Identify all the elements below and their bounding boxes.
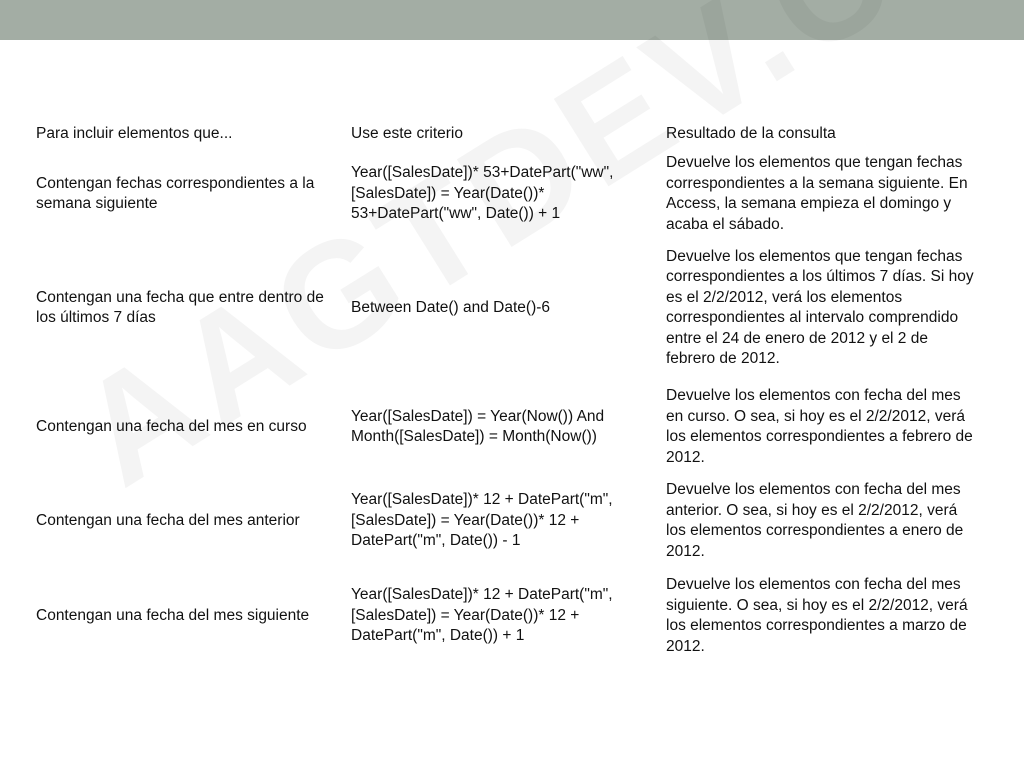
row-item-cell: Contengan fechas correspondientes a la semana siguiente [36, 174, 315, 212]
criteria-table [28, 118, 988, 666]
table-row [28, 476, 988, 566]
row-item-cell: Contengan una fecha del mes siguiente [36, 606, 310, 624]
table-row [28, 150, 988, 238]
row-result-cell: Devuelve los elementos con fecha del mes siguiente. O sea, si hoy es el 2/2/2012, verá los elementos correspondientes a marzo de 2012. [666, 576, 968, 655]
table-row [28, 378, 988, 476]
table-row [28, 238, 988, 378]
table-header-row [28, 118, 988, 150]
row-item-cell: Contengan una fecha del mes en curso [36, 417, 307, 435]
row-criteria-cell: Year([SalesDate])* 12 + DatePart("m", [SalesDate]) = Year(Date())* 12 + DatePart("m", Date()) + 1 [351, 586, 613, 645]
table-row [28, 566, 988, 666]
row-criteria-cell: Year([SalesDate])* 53+DatePart("ww", [SalesDate]) = Year(Date())* 53+DatePart("ww", Date()) + 1 [351, 164, 614, 223]
row-result-cell: Devuelve los elementos que tengan fechas correspondientes a los últimos 7 días. Si hoy es el 2/2/2012, verá los elementos correspondientes al intervalo comprendido entre el 24 de enero de 2012 y el 2 de febrero de 2012. [666, 247, 974, 367]
row-result-cell: Devuelve los elementos con fecha del mes anterior. O sea, si hoy es el 2/2/2012, verá los elementos correspondientes a enero de 2012. [666, 481, 964, 560]
row-item-cell: Contengan una fecha que entre dentro de los últimos 7 días [36, 288, 324, 326]
row-criteria-cell: Between Date() and Date()-6 [351, 298, 551, 316]
header-criteria: Use este criterio [351, 124, 463, 142]
row-item-cell: Contengan una fecha del mes anterior [36, 511, 300, 529]
header-include-items: Para incluir elementos que... [36, 124, 233, 142]
header-query-result: Resultado de la consulta [666, 124, 836, 142]
row-result-cell: Devuelve los elementos con fecha del mes en curso. O sea, si hoy es el 2/2/2012, verá los elementos correspondientes a febrero de 2012. [666, 387, 973, 466]
row-criteria-cell: Year([SalesDate])* 12 + DatePart("m", [SalesDate]) = Year(Date())* 12 + DatePart("m", Date()) - 1 [351, 491, 613, 550]
top-bar [0, 0, 1024, 40]
row-criteria-cell: Year([SalesDate]) = Year(Now()) And Month([SalesDate]) = Month(Now()) [351, 407, 605, 445]
row-result-cell: Devuelve los elementos que tengan fechas correspondientes a la semana siguiente. En Access, la semana empieza el domingo y acaba el sábado. [666, 154, 968, 233]
